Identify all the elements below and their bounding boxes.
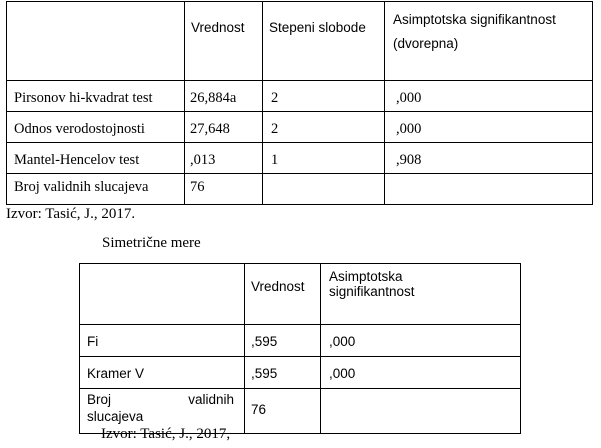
row-sig: ,908 [385, 143, 593, 174]
table1-source: Izvor: Tasić, J., 2017. [6, 206, 136, 222]
row-sig [385, 174, 593, 205]
table2-source: Izvor: Tasić, J., 2017, [101, 426, 231, 442]
table2-title: Simetrične mere [102, 235, 201, 251]
row-df: 2 [263, 81, 385, 112]
row-value: 26,884a [185, 81, 263, 112]
row-label: Broj validnih slucajeva [7, 174, 185, 205]
row-label: Mantel-Hencelov test [7, 143, 185, 174]
row-sig: ,000 [385, 81, 593, 112]
row-value: ,595 [245, 357, 321, 389]
table-row [7, 143, 593, 174]
header-cell-asimptotska [385, 2, 593, 81]
header-cell-empty [80, 264, 245, 325]
row-sig: ,000 [385, 112, 593, 143]
row-value: 27,648 [185, 112, 263, 143]
header-asimptotska-line2: (dvorepna) [393, 36, 459, 51]
table-header-row [80, 264, 521, 325]
row-label: Kramer V [80, 357, 245, 389]
row-label-line2: slucajeva [87, 409, 144, 424]
table-row [7, 81, 593, 112]
row-sig: ,000 [321, 357, 521, 389]
row-label: Odnos verodostojnosti [7, 112, 185, 143]
table-row [7, 112, 593, 143]
row-label-line1 [87, 391, 244, 408]
row-label-word1: Broj [87, 392, 112, 407]
row-df: 2 [263, 112, 385, 143]
header-cell-stepeni-slobode: Stepeni slobode [263, 2, 385, 81]
symmetric-measures-table [79, 263, 521, 434]
row-value: 76 [245, 389, 321, 434]
row-label: Pirsonov hi-kvadrat test [7, 81, 185, 112]
table-row [7, 174, 593, 205]
table-row [80, 357, 521, 389]
row-value: 76 [185, 174, 263, 205]
header-cell-asimptotska [321, 264, 521, 325]
row-df [263, 174, 385, 205]
header-cell-empty [7, 2, 185, 81]
header-cell-vrednost: Vrednost [245, 264, 321, 325]
table-header-row [7, 2, 593, 81]
header-asimptotska-line1: Asimptotska [329, 269, 403, 284]
table-row [80, 325, 521, 357]
header-asimptotska-line2: signifikantnost [329, 284, 415, 299]
row-sig: ,000 [321, 325, 521, 357]
row-label-word2: validnih [188, 392, 234, 407]
crosstab-chi-square-table [6, 1, 593, 205]
row-value: ,013 [185, 143, 263, 174]
header-asimptotska-line1: Asimptotska signifikantnost [393, 12, 556, 27]
row-sig [321, 389, 521, 434]
header-cell-vrednost: Vrednost [185, 2, 263, 81]
row-value: ,595 [245, 325, 321, 357]
row-label: Fi [80, 325, 245, 357]
row-df: 1 [263, 143, 385, 174]
